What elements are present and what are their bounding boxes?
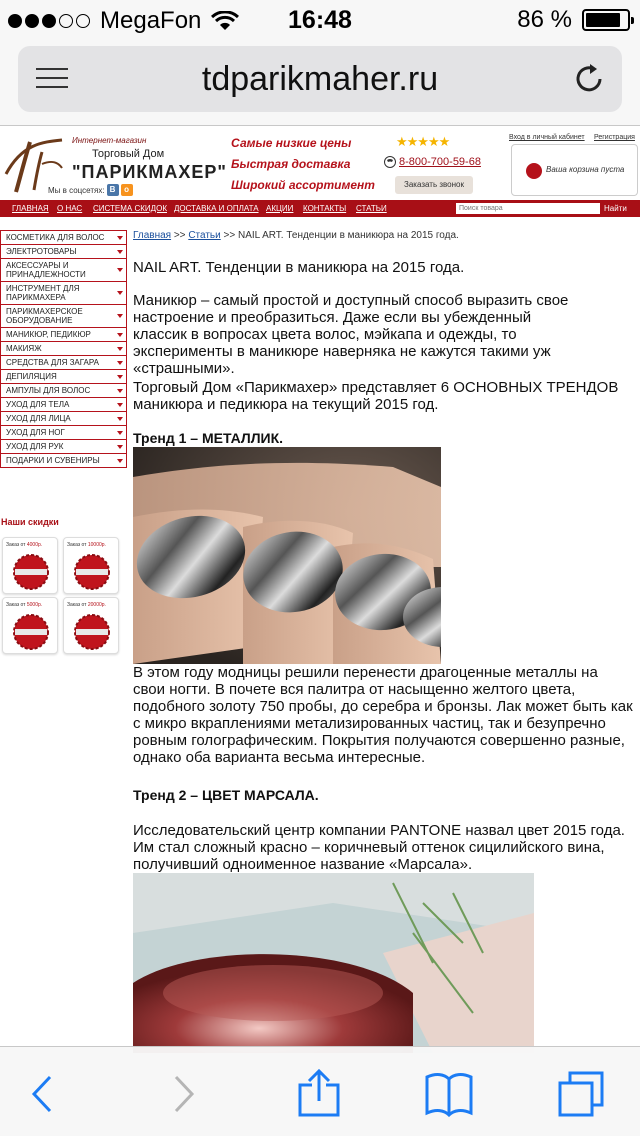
nav-articles[interactable]: СТАТЬИ (356, 204, 387, 213)
cart-icon (526, 163, 542, 179)
td-label: Торговый Дом (92, 148, 165, 160)
discount-seal-icon (13, 614, 49, 650)
phone[interactable] (384, 156, 481, 168)
discount-seal-icon (74, 614, 110, 650)
promo-low-prices: Самые низкие цены (231, 136, 352, 150)
shop-label: Интернет-магазин (72, 136, 147, 145)
battery-percent: 86 % (517, 6, 572, 33)
socials-label: Мы в соцсетях: (48, 185, 105, 195)
category-item[interactable]: МАНИКЮР, ПЕДИКЮР (0, 328, 127, 342)
breadcrumb-articles[interactable]: Статьи (188, 230, 221, 241)
register-link[interactable]: Регистрация (594, 134, 635, 141)
category-item[interactable]: ПАРИКМАХЕРСКОЕ ОБОРУДОВАНИЕ (0, 305, 127, 328)
vk-icon[interactable]: В (107, 184, 119, 196)
phone-icon (384, 156, 396, 168)
trend-2-heading: Тренд 2 – ЦВЕТ МАРСАЛА. (133, 787, 319, 803)
search-button[interactable]: Найти (604, 204, 627, 213)
category-item[interactable]: АКСЕССУАРЫ И ПРИНАДЛЕЖНОСТИ (0, 259, 127, 282)
category-item[interactable]: ПОДАРКИ И СУВЕНИРЫ (0, 454, 127, 468)
bookmarks-icon[interactable] (424, 1069, 474, 1119)
article (133, 230, 633, 873)
category-sidebar (0, 230, 127, 468)
discount-card[interactable]: Заказ от 20000р. (63, 597, 119, 654)
callback-button[interactable]: Заказать звонок (395, 176, 473, 194)
trend-1-heading: Тренд 1 – МЕТАЛЛИК. (133, 430, 284, 446)
forward-icon[interactable] (158, 1069, 208, 1119)
main-nav (0, 200, 640, 217)
nav-about[interactable]: О НАС (57, 204, 83, 213)
browser-toolbar (0, 1046, 640, 1136)
nav-home[interactable]: ГЛАВНАЯ (12, 204, 49, 213)
article-intro: Маникюр – самый простой и доступный способ выразить свое настроение и преобразиться. Даже если вы убежденный классик в вопросах цвета волос, мэйкапа и одежды, то эксперименты в маникюре наверняка не кажутся такими уж «страшными». (133, 292, 569, 377)
nav-contacts[interactable]: КОНТАКТЫ (303, 204, 347, 213)
nav-promotions[interactable]: АКЦИИ (266, 204, 294, 213)
reload-icon[interactable] (572, 62, 606, 96)
breadcrumb-home[interactable]: Главная (133, 230, 172, 241)
discounts-title: Наши скидки (1, 517, 59, 527)
nav-delivery[interactable]: ДОСТАВКА И ОПЛАТА (174, 204, 259, 213)
cart-widget[interactable] (511, 144, 638, 196)
trends-intro: Торговый Дом «Парикмахер» представляет 6 ОСНОВНЫХ ТРЕНДОВ маникюра и педикюра на текущий 2015 год. (133, 379, 619, 413)
back-icon[interactable] (18, 1069, 68, 1119)
trend-1-text: В этом году модницы решили перенести драгоценные металлы на свои ногти. В почете вся палитра от насыщенно желтого цвета, подобного золоту 750 пробы, до серебра и бронзы. Лак может быть как с микро вкраплениями метализированных частиц, так и безупречно ровным голографическим. Покрытия получаются совершенно разные, однако оба варианта весьма интересные. (133, 664, 633, 766)
battery-icon (582, 9, 630, 31)
discount-card[interactable]: Заказ от 4000р. (2, 537, 58, 594)
category-item[interactable]: УХОД ДЛЯ НОГ (0, 426, 127, 440)
category-item[interactable]: ЭЛЕКТРОТОВАРЫ (0, 245, 127, 259)
category-item[interactable]: ИНСТРУМЕНТ ДЛЯ ПАРИКМАХЕРА (0, 282, 127, 305)
carrier-name: MegaFon (100, 7, 202, 34)
clock: 16:48 (288, 6, 352, 34)
discount-seal-icon (74, 554, 110, 590)
browser-chrome (0, 40, 640, 126)
category-item[interactable]: ДЕПИЛЯЦИЯ (0, 370, 127, 384)
search-input[interactable] (456, 203, 600, 214)
status-bar (0, 0, 640, 40)
category-item[interactable]: УХОД ДЛЯ ЛИЦА (0, 412, 127, 426)
trend-2-text: Исследовательский центр компании PANTONE назвал цвет 2015 года. Им стал сложный красно – коричневый оттенок сицилийского вина, получивший одноименное название «Марсала». (133, 822, 625, 873)
address-bar[interactable] (18, 46, 622, 112)
article-title: NAIL ART. Тенденции в маникюра на 2015 года. (133, 259, 465, 276)
rating-stars: ★★★★★ (396, 134, 450, 149)
promo-wide-range: Широкий ассортимент (231, 178, 375, 192)
category-item[interactable]: УХОД ДЛЯ РУК (0, 440, 127, 454)
category-item[interactable]: АМПУЛЫ ДЛЯ ВОЛОС (0, 384, 127, 398)
socials (48, 184, 133, 196)
cart-status: Ваша корзина пуста (546, 165, 625, 174)
breadcrumb: Главная >> Статьи >> NAIL ART. Тенденции в маникюра на 2015 года. (133, 230, 459, 241)
tabs-icon[interactable] (556, 1069, 606, 1119)
metallic-nails-image (133, 447, 441, 664)
promo-fast-delivery: Быстрая доставка (231, 157, 351, 171)
discount-card[interactable]: Заказ от 10000р. (63, 537, 119, 594)
breadcrumb-current: NAIL ART. Тенденции в маникюра на 2015 года. (237, 230, 459, 241)
category-item[interactable]: КОСМЕТИКА ДЛЯ ВОЛОС (0, 230, 127, 245)
discount-card[interactable]: Заказ от 5000р. (2, 597, 58, 654)
account-link[interactable]: Вход в личный кабинет (509, 134, 585, 141)
site-header (0, 126, 640, 200)
nav-discounts[interactable]: СИСТЕМА СКИДОК (93, 204, 167, 213)
category-item[interactable]: УХОД ДЛЯ ТЕЛА (0, 398, 127, 412)
share-icon[interactable] (294, 1069, 344, 1119)
odnoklassniki-icon[interactable]: о (121, 184, 133, 196)
url-text[interactable]: tdparikmaher.ru (201, 60, 439, 98)
discount-seal-icon (13, 554, 49, 590)
category-item[interactable]: МАКИЯЖ (0, 342, 127, 356)
brand-name[interactable]: "ПАРИКМАХЕР" (72, 162, 227, 182)
phone-number[interactable]: 8-800-700-59-68 (399, 156, 481, 168)
marsala-color-image (133, 873, 534, 1053)
category-item[interactable]: СРЕДСТВА ДЛЯ ЗАГАРА (0, 356, 127, 370)
